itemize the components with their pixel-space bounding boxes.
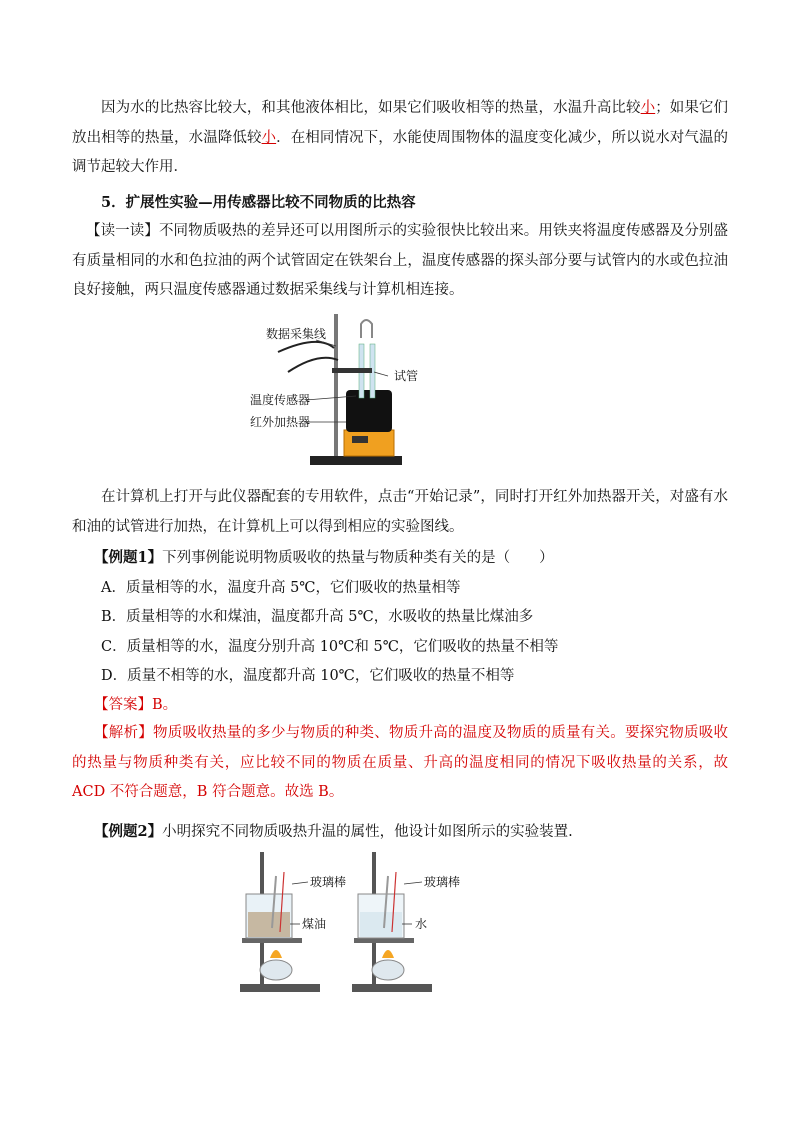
label-data-line: 数据采集线: [266, 327, 327, 341]
label-infrared-heater: 红外加热器: [250, 415, 311, 429]
option-d: D．质量不相等的水，温度都升高 10℃，它们吸收的热量不相等: [101, 668, 515, 684]
example2-tag: 【例题2】: [94, 823, 163, 840]
example2-text: 小明探究不同物质吸热升温的属性，他设计如图所示的实验装置.: [162, 824, 573, 840]
section-heading: 5．扩展性实验—用传感器比较不同物质的比热容: [101, 194, 416, 211]
example1-analysis: [72, 719, 728, 808]
example1-tag: 【例题1】: [94, 549, 163, 566]
analysis-text: 物质吸收热量的多少与物质的种类、物质升高的温度及物质的质量有关。要探究物质吸收的热量与物质种类有关，应比较不同的物质在质量、升高的温度相同的情况下吸收热量的关系，故 ACD 不符合题意，B 符合题意。故选 B。: [72, 725, 728, 800]
option-b: B．质量相等的水和煤油，温度都升高 5℃，水吸收的热量比煤油多: [101, 609, 534, 625]
right-liquid-label: 水: [415, 917, 428, 931]
read-tag: 【读一读】: [86, 223, 159, 239]
para-text: ；如果它们放出相等的热量，水温降低较: [72, 100, 729, 146]
example1-answer: 【答案】B。: [94, 697, 178, 713]
left-rod-label: 玻璃棒: [310, 875, 347, 889]
answer-blank-1: 小: [640, 100, 656, 116]
water-setup: [352, 852, 460, 992]
kerosene-setup: [240, 852, 346, 992]
heating-setups-figure: [232, 846, 464, 996]
software-paragraph: 在计算机上打开与此仪器配套的专用软件，点击“开始记录”，同时打开红外加热器开关，对盛有水和油的试管进行加热，在计算机上可以得到相应的实验图线。: [72, 489, 728, 535]
para-text: 因为水的比热容比较大，和其他液体相比，如果它们吸收相等的热量，水温升高比较: [101, 100, 641, 116]
para-text: ．在相同情况下，水能使周围物体的温度变化减少，所以说水对气温的调节起较大作用．: [72, 129, 729, 175]
sensor-apparatus-figure: [248, 312, 419, 472]
read-text: 不同物质吸热的差异还可以用图所示的实验很快比较出来。用铁夹将温度传感器及分别盛有质量相同的水和色拉油的两个试管固定在铁架台上，温度传感器的探头部分要与试管内的水或色拉油良好接触，两只温度传感器通过数据采集线与计算机相连接。: [72, 223, 729, 298]
label-test-tube: 试管: [394, 369, 419, 383]
answer-blank-2: 小: [261, 129, 277, 146]
example1-text: 下列事例能说明物质吸收的热量与物质种类有关的是（ ）: [162, 550, 554, 566]
option-c: C．质量相等的水，温度分别升高 10℃和 5℃，它们吸收的热量不相等: [101, 639, 559, 655]
read-paragraph: [72, 217, 728, 306]
option-a: A．质量相等的水，温度升高 5℃，它们吸收的热量相等: [101, 580, 461, 596]
example1-question: [94, 548, 754, 568]
label-temperature-sensor: 温度传感器: [250, 393, 311, 407]
analysis-tag: 【解析】: [94, 725, 153, 741]
example2-question: [94, 822, 754, 842]
left-liquid-label: 煤油: [302, 917, 327, 931]
right-rod-label: 玻璃棒: [424, 875, 461, 889]
intro-paragraph: [72, 94, 728, 183]
